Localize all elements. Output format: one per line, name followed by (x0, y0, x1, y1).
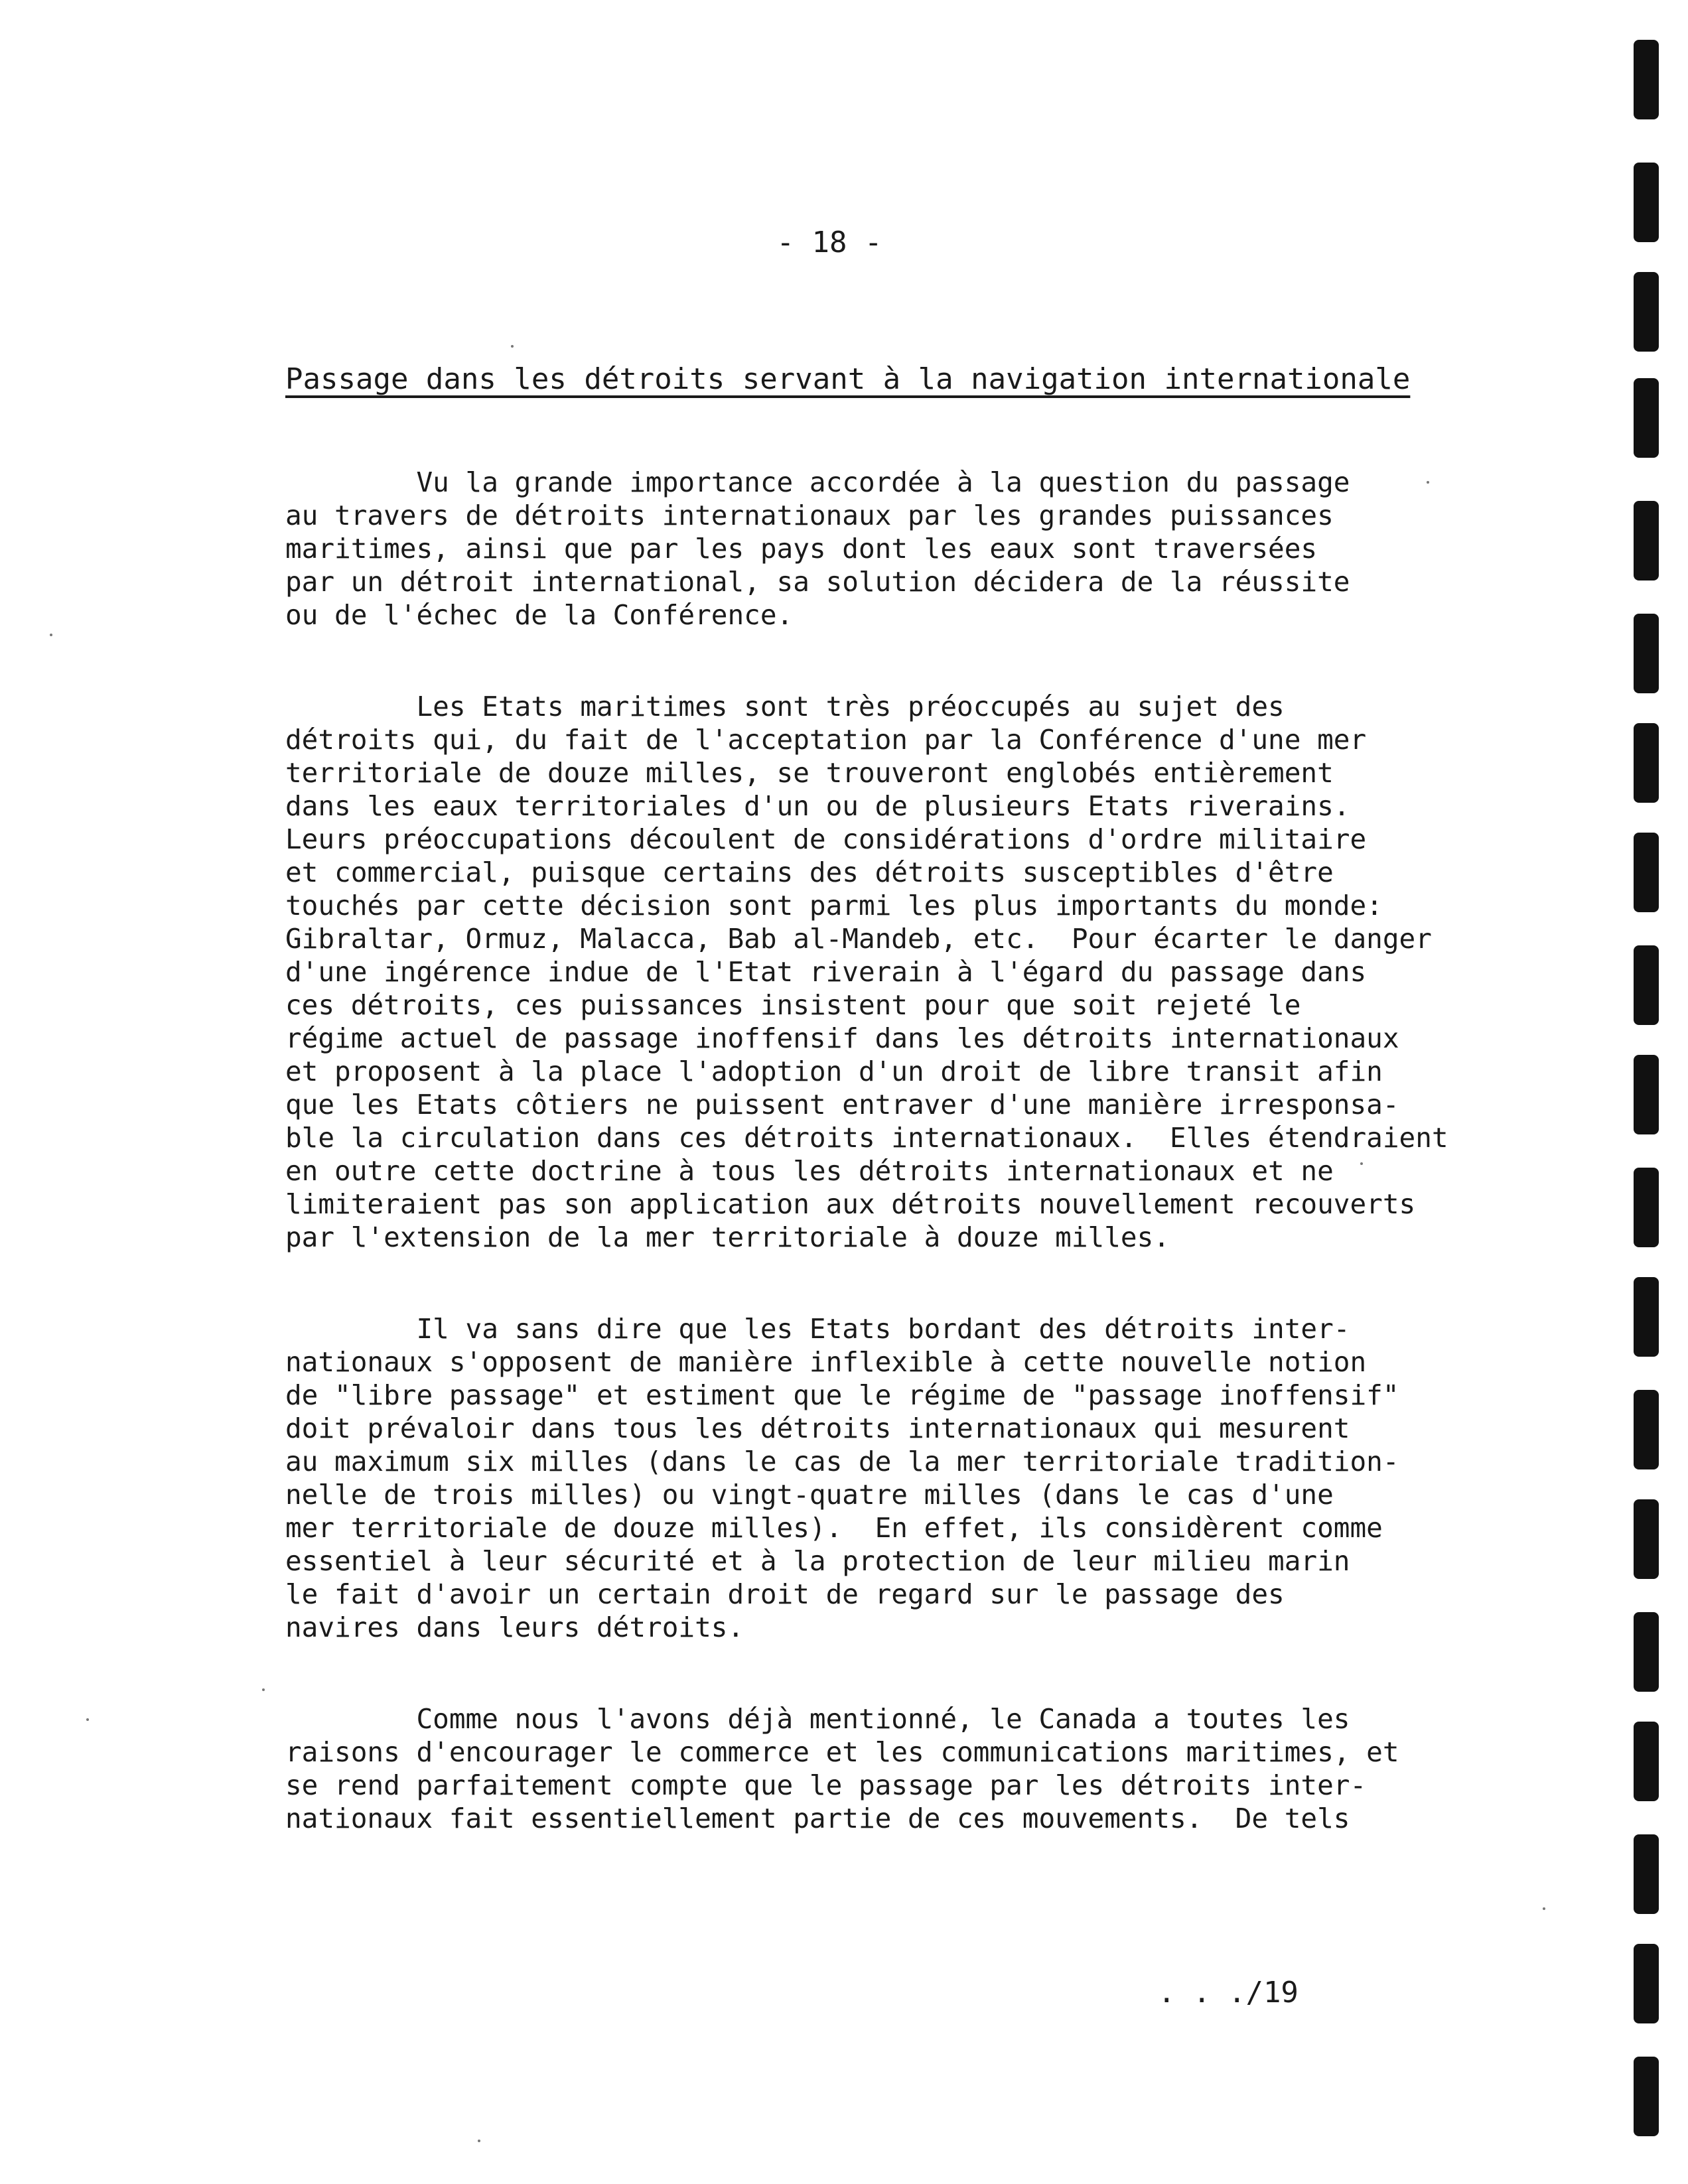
text-line: Comme nous l'avons déjà mentionné, le Canada a toutes les (285, 1703, 1350, 1735)
text-line: Vu la grande importance accordée à la question du passage (285, 466, 1350, 498)
text-line: se rend parfaitement compte que le passage par les détroits inter- (285, 1769, 1367, 1801)
text-line: ble la circulation dans ces détroits internationaux. Elles étendraient (285, 1122, 1448, 1154)
text-line: d'une ingérence indue de l'Etat riverain à l'égard du passage dans (285, 956, 1367, 988)
text-line: et proposent à la place l'adoption d'un droit de libre transit afin (285, 1056, 1383, 1087)
continuation-marker: . . ./19 (1158, 1976, 1299, 2010)
text-line: essentiel à leur sécurité et à la protection de leur milieu marin (285, 1545, 1350, 1577)
binding-hole (1634, 1944, 1659, 2023)
text-line: et commercial, puisque certains des détroits susceptibles d'être (285, 856, 1334, 888)
text-line: nationaux s'opposent de manière inflexible à cette nouvelle notion (285, 1346, 1367, 1378)
text-line: ou de l'échec de la Conférence. (285, 599, 794, 631)
binding-hole (1634, 378, 1659, 458)
text-line: par un détroit international, sa solution décidera de la réussite (285, 566, 1350, 598)
text-line: navires dans leurs détroits. (285, 1611, 744, 1643)
binding-hole (1634, 833, 1659, 912)
section-heading: Passage dans les détroits servant à la navigation internationale (285, 362, 1411, 396)
text-line: territoriale de douze milles, se trouveront englobés entièrement (285, 757, 1334, 789)
binding-hole (1634, 1834, 1659, 1914)
binding-hole (1634, 1612, 1659, 1692)
text-line: nelle de trois milles) ou vingt-quatre milles (dans le cas d'une (285, 1479, 1334, 1511)
text-line: doit prévaloir dans tous les détroits internationaux qui mesurent (285, 1412, 1350, 1444)
binding-hole (1634, 614, 1659, 693)
text-line: mer territoriale de douze milles). En effet, ils considèrent comme (285, 1512, 1383, 1544)
paragraph-canada (285, 1702, 1480, 1835)
text-line: le fait d'avoir un certain droit de regard sur le passage des (285, 1578, 1285, 1610)
scan-speck (50, 634, 52, 636)
text-line: Les Etats maritimes sont très préoccupés au sujet des (285, 691, 1285, 722)
scan-speck (262, 1688, 265, 1691)
text-line: raisons d'encourager le commerce et les communications maritimes, et (285, 1736, 1399, 1768)
text-line: que les Etats côtiers ne puissent entraver d'une manière irresponsa- (285, 1089, 1399, 1121)
text-line: au travers de détroits internationaux par les grandes puissances (285, 500, 1334, 531)
text-line: détroits qui, du fait de l'acceptation par la Conférence d'une mer (285, 724, 1367, 756)
binding-hole (1634, 1055, 1659, 1134)
text-line: au maximum six milles (dans le cas de la mer territoriale tradition- (285, 1446, 1399, 1477)
page-number: - 18 - (776, 226, 882, 259)
text-line: Leurs préoccupations découlent de considérations d'ordre militaire (285, 823, 1367, 855)
binding-hole (1634, 1390, 1659, 1469)
scan-speck (86, 1718, 89, 1721)
paragraph-intro (285, 466, 1480, 632)
text-line: Il va sans dire que les Etats bordant des détroits inter- (285, 1313, 1350, 1345)
scan-speck (1427, 481, 1429, 484)
binding-hole (1634, 1168, 1659, 1247)
scan-speck (511, 345, 514, 348)
text-line: nationaux fait essentiellement partie de ces mouvements. De tels (285, 1803, 1350, 1834)
binding-hole (1634, 945, 1659, 1025)
binding-hole (1634, 1277, 1659, 1357)
binding-hole (1634, 1722, 1659, 1801)
scan-speck (478, 2140, 480, 2142)
binding-hole (1634, 163, 1659, 242)
text-line: limiteraient pas son application aux détroits nouvellement recouverts (285, 1188, 1416, 1220)
scan-speck (1360, 1162, 1363, 1165)
text-line: Gibraltar, Ormuz, Malacca, Bab al-Mandeb, etc. Pour écarter le danger (285, 923, 1432, 955)
text-line: ces détroits, ces puissances insistent pour que soit rejeté le (285, 989, 1301, 1021)
text-line: par l'extension de la mer territoriale à douze milles. (285, 1221, 1170, 1253)
text-line: touchés par cette décision sont parmi les plus importants du monde: (285, 890, 1383, 921)
binding-hole (1634, 2057, 1659, 2136)
text-line: en outre cette doctrine à tous les détroits internationaux et ne (285, 1155, 1334, 1187)
binding-hole (1634, 40, 1659, 119)
text-line: de "libre passage" et estiment que le régime de "passage inoffensif" (285, 1379, 1399, 1411)
binding-hole (1634, 723, 1659, 803)
binding-hole (1634, 1499, 1659, 1579)
text-line: régime actuel de passage inoffensif dans les détroits internationaux (285, 1022, 1399, 1054)
binding-holes (1619, 0, 1688, 2184)
text-line: maritimes, ainsi que par les pays dont les eaux sont traversées (285, 533, 1318, 565)
text-line: dans les eaux territoriales d'un ou de plusieurs Etats riverains. (285, 790, 1350, 822)
scan-speck (1543, 1907, 1545, 1910)
binding-hole (1634, 272, 1659, 352)
paragraph-maritime-states (285, 690, 1480, 1254)
paragraph-bordering-states (285, 1312, 1480, 1644)
binding-hole (1634, 501, 1659, 580)
